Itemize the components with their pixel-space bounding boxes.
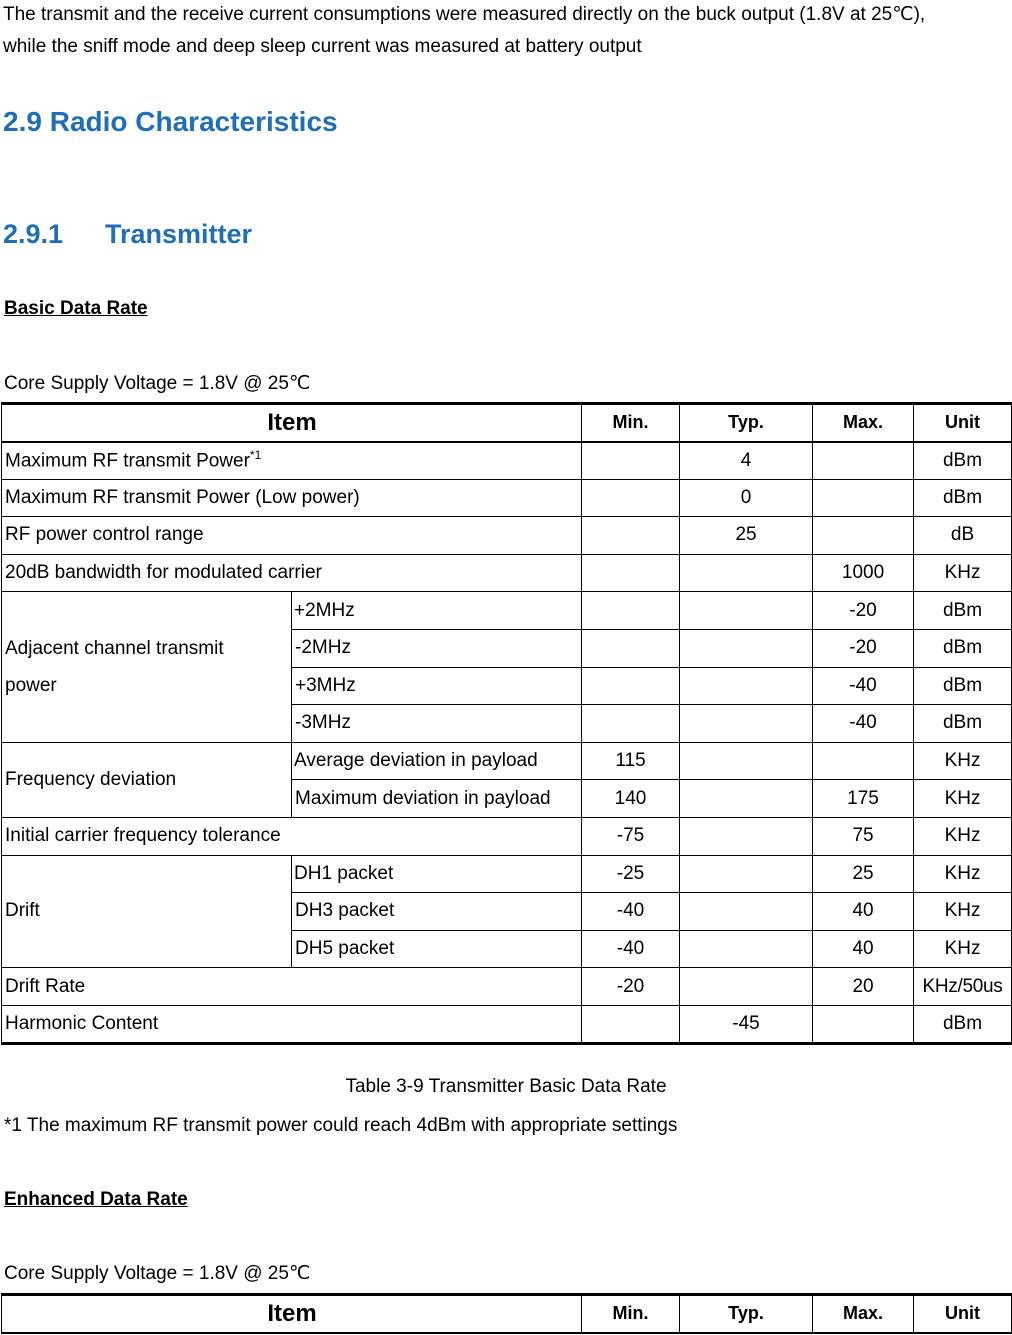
cell-unit: KHz	[914, 930, 1012, 968]
cell-typ	[680, 592, 813, 630]
sub-label: Average deviation in payload	[292, 742, 582, 780]
table-row	[2, 479, 1012, 517]
cell-typ	[680, 629, 813, 667]
sub-label: DH5 packet	[292, 930, 582, 968]
cell-unit: KHz	[914, 742, 1012, 780]
cell-max	[813, 479, 914, 517]
sub-label: Maximum deviation in payload	[292, 780, 582, 818]
intro-line-2: while the sniff mode and deep sleep current was measured at battery output	[3, 36, 642, 57]
cell-unit: KHz	[914, 855, 1012, 893]
cell-typ	[680, 780, 813, 818]
group-label-drift: Drift	[2, 855, 292, 968]
cell-max: -20	[813, 629, 914, 667]
cell-typ	[680, 855, 813, 893]
cell-typ	[680, 968, 813, 1006]
cell-min	[582, 1005, 680, 1043]
cell-min	[582, 629, 680, 667]
group-label-adjacent	[2, 592, 292, 742]
cell-min: -75	[582, 817, 680, 855]
table-row	[2, 517, 1012, 555]
table-row	[2, 1005, 1012, 1043]
table-caption: Table 3-9 Transmitter Basic Data Rate	[345, 1076, 667, 1097]
subsection-heading	[3, 219, 252, 250]
cell-typ	[680, 554, 813, 592]
table-row	[2, 742, 1012, 780]
cell-max	[813, 1005, 914, 1043]
table-row	[2, 968, 1012, 1006]
cell-min	[582, 705, 680, 743]
row-label: Initial carrier frequency tolerance	[2, 817, 582, 855]
footnote-mark: *1	[249, 448, 262, 463]
table-row	[2, 855, 1012, 893]
sub-label: +3MHz	[292, 667, 582, 705]
basic-rate-heading: Basic Data Rate	[4, 298, 148, 319]
cell-typ	[680, 930, 813, 968]
cell-max: -40	[813, 705, 914, 743]
cell-max: -20	[813, 592, 914, 630]
basic-rate-table	[1, 402, 1012, 1045]
cell-max: 20	[813, 968, 914, 1006]
cell-unit: KHz	[914, 893, 1012, 931]
sub-label: DH3 packet	[292, 893, 582, 931]
cell-min: -20	[582, 968, 680, 1006]
table-row	[2, 554, 1012, 592]
table-header-row	[2, 1295, 1012, 1333]
basic-supply-condition: Core Supply Voltage = 1.8V @ 25℃	[4, 373, 311, 394]
enhanced-rate-heading: Enhanced Data Rate	[4, 1189, 188, 1210]
group-label-line: Adjacent channel transmit	[5, 638, 224, 660]
header-unit: Unit	[914, 404, 1012, 442]
cell-min: -40	[582, 893, 680, 931]
cell-unit: dB	[914, 517, 1012, 555]
cell-max: 25	[813, 855, 914, 893]
cell-min	[582, 667, 680, 705]
cell-unit: dBm	[914, 592, 1012, 630]
section-number: 2.9	[3, 106, 42, 137]
group-label-frequency-deviation: Frequency deviation	[2, 742, 292, 817]
table-row	[2, 817, 1012, 855]
group-label-line: power	[5, 675, 57, 697]
cell-unit: dBm	[914, 705, 1012, 743]
cell-min: -40	[582, 930, 680, 968]
table-row	[2, 592, 1012, 630]
cell-min	[582, 592, 680, 630]
cell-typ	[680, 817, 813, 855]
section-title: Radio Characteristics	[49, 106, 338, 137]
cell-min	[582, 442, 680, 480]
section-heading	[3, 106, 338, 138]
sub-label: +2MHz	[292, 592, 582, 630]
cell-unit: dBm	[914, 1005, 1012, 1043]
cell-max: 1000	[813, 554, 914, 592]
cell-typ	[680, 667, 813, 705]
row-label: 20dB bandwidth for modulated carrier	[2, 554, 582, 592]
cell-max: 40	[813, 893, 914, 931]
subsection-title: Transmitter	[105, 219, 253, 249]
cell-min	[582, 517, 680, 555]
header-max: Max.	[813, 1295, 914, 1333]
table-header-row	[2, 404, 1012, 442]
row-label: RF power control range	[2, 517, 582, 555]
header-min: Min.	[582, 404, 680, 442]
cell-min: 140	[582, 780, 680, 818]
table-footnote: *1 The maximum RF transmit power could reach 4dBm with appropriate settings	[4, 1115, 678, 1136]
row-label: Maximum RF transmit Power (Low power)	[2, 479, 582, 517]
sub-label: -3MHz	[292, 705, 582, 743]
cell-unit: dBm	[914, 629, 1012, 667]
row-label: Drift Rate	[2, 968, 582, 1006]
cell-typ	[680, 893, 813, 931]
cell-max	[813, 742, 914, 780]
row-label: Harmonic Content	[2, 1005, 582, 1043]
sub-label: DH1 packet	[292, 855, 582, 893]
cell-max: 40	[813, 930, 914, 968]
cell-unit: KHz	[914, 780, 1012, 818]
cell-unit: KHz	[914, 817, 1012, 855]
cell-min	[582, 479, 680, 517]
sub-label: -2MHz	[292, 629, 582, 667]
cell-unit: dBm	[914, 442, 1012, 480]
cell-unit: dBm	[914, 667, 1012, 705]
header-unit: Unit	[914, 1295, 1012, 1333]
cell-typ	[680, 742, 813, 780]
header-typ: Typ.	[680, 404, 813, 442]
enhanced-rate-table	[1, 1293, 1012, 1334]
header-typ: Typ.	[680, 1295, 813, 1333]
cell-max: -40	[813, 667, 914, 705]
cell-max	[813, 442, 914, 480]
cell-unit: dBm	[914, 479, 1012, 517]
cell-max: 175	[813, 780, 914, 818]
subsection-number: 2.9.1	[3, 219, 64, 249]
cell-typ	[680, 705, 813, 743]
cell-min	[582, 554, 680, 592]
cell-min: 115	[582, 742, 680, 780]
intro-line-1: The transmit and the receive current consumptions were measured directly on the buck output (1.8V at 25℃),	[3, 4, 926, 25]
cell-unit: KHz	[914, 554, 1012, 592]
cell-max	[813, 517, 914, 555]
cell-typ: 0	[680, 479, 813, 517]
cell-typ: 25	[680, 517, 813, 555]
header-item: Item	[2, 404, 582, 442]
enhanced-supply-condition: Core Supply Voltage = 1.8V @ 25℃	[4, 1263, 311, 1284]
header-max: Max.	[813, 404, 914, 442]
cell-max: 75	[813, 817, 914, 855]
cell-typ: 4	[680, 442, 813, 480]
row-label: Maximum RF transmit Power$^{*1}$	[2, 442, 582, 480]
table-row	[2, 442, 1012, 480]
cell-unit: KHz/50us	[914, 968, 1012, 1006]
header-item: Item	[2, 1295, 582, 1333]
cell-typ: -45	[680, 1005, 813, 1043]
header-min: Min.	[582, 1295, 680, 1333]
cell-min: -25	[582, 855, 680, 893]
